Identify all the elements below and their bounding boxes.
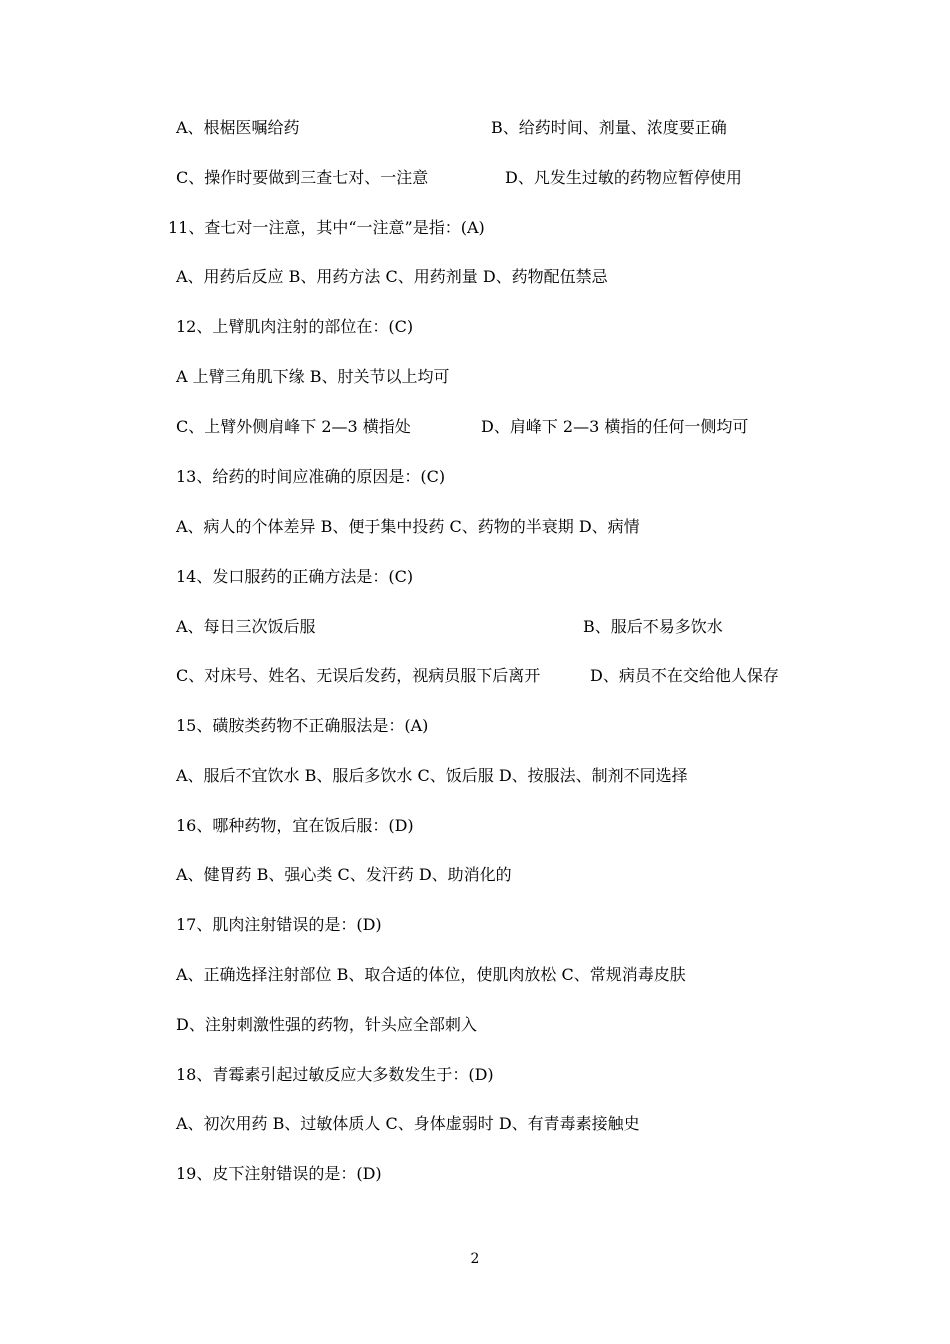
option-line: D、凡发生过敏的药物应暂停使用: [505, 168, 742, 187]
option-line: A 上臂三角肌下缘 B、肘关节以上均可: [176, 367, 450, 386]
question-line: 18、青霉素引起过敏反应大多数发生于：(D): [176, 1065, 494, 1084]
option-line: A、初次用药 B、过敏体质人 C、身体虚弱时 D、有青毒素接触史: [176, 1114, 640, 1133]
question-line: 17、肌肉注射错误的是：(D): [176, 915, 382, 934]
question-line: 15、磺胺类药物不正确服法是：(A): [176, 716, 429, 735]
page-number: 2: [470, 1251, 480, 1267]
question-line: 11、查七对一注意，其中“一注意”是指：(A): [168, 218, 485, 237]
option-line: C、操作时要做到三查七对、一注意: [176, 168, 429, 187]
question-line: 13、给药的时间应准确的原因是：(C): [176, 467, 446, 486]
question-line: 14、发口服药的正确方法是：(C): [176, 567, 414, 586]
option-line: A、服后不宜饮水 B、服后多饮水 C、饭后服 D、按服法、制剂不同选择: [176, 766, 688, 785]
option-line: B、给药时间、剂量、浓度要正确: [491, 118, 727, 137]
option-line: A、用药后反应 B、用药方法 C、用药剂量 D、药物配伍禁忌: [176, 267, 608, 286]
option-line: A、正确选择注射部位 B、取合适的体位，使肌肉放松 C、常规消毒皮肤: [176, 965, 686, 984]
question-line: 12、上臂肌肉注射的部位在：(C): [176, 317, 414, 336]
option-line: C、上臂外侧肩峰下 2—3 横指处: [176, 417, 411, 436]
option-line: A、根椐医嘱给药: [176, 118, 300, 137]
option-line: D、病员不在交给他人保存: [590, 666, 779, 685]
option-line: B、服后不易多饮水: [583, 617, 723, 636]
question-line: 19、皮下注射错误的是：(D): [176, 1164, 382, 1183]
option-line: D、肩峰下 2—3 横指的任何一侧均可: [481, 417, 749, 436]
option-line: A、病人的个体差异 B、便于集中投药 C、药物的半衰期 D、病情: [176, 517, 640, 536]
option-line: A、健胃药 B、强心类 C、发汗药 D、助消化的: [176, 865, 512, 884]
option-line: A、每日三次饭后服: [176, 617, 316, 636]
question-line: 16、哪种药物，宜在饭后服：(D): [176, 816, 414, 835]
option-line: C、对床号、姓名、无误后发药，视病员服下后离开: [176, 666, 541, 685]
option-line: D、注射刺激性强的药物，针头应全部刺入: [176, 1015, 477, 1034]
